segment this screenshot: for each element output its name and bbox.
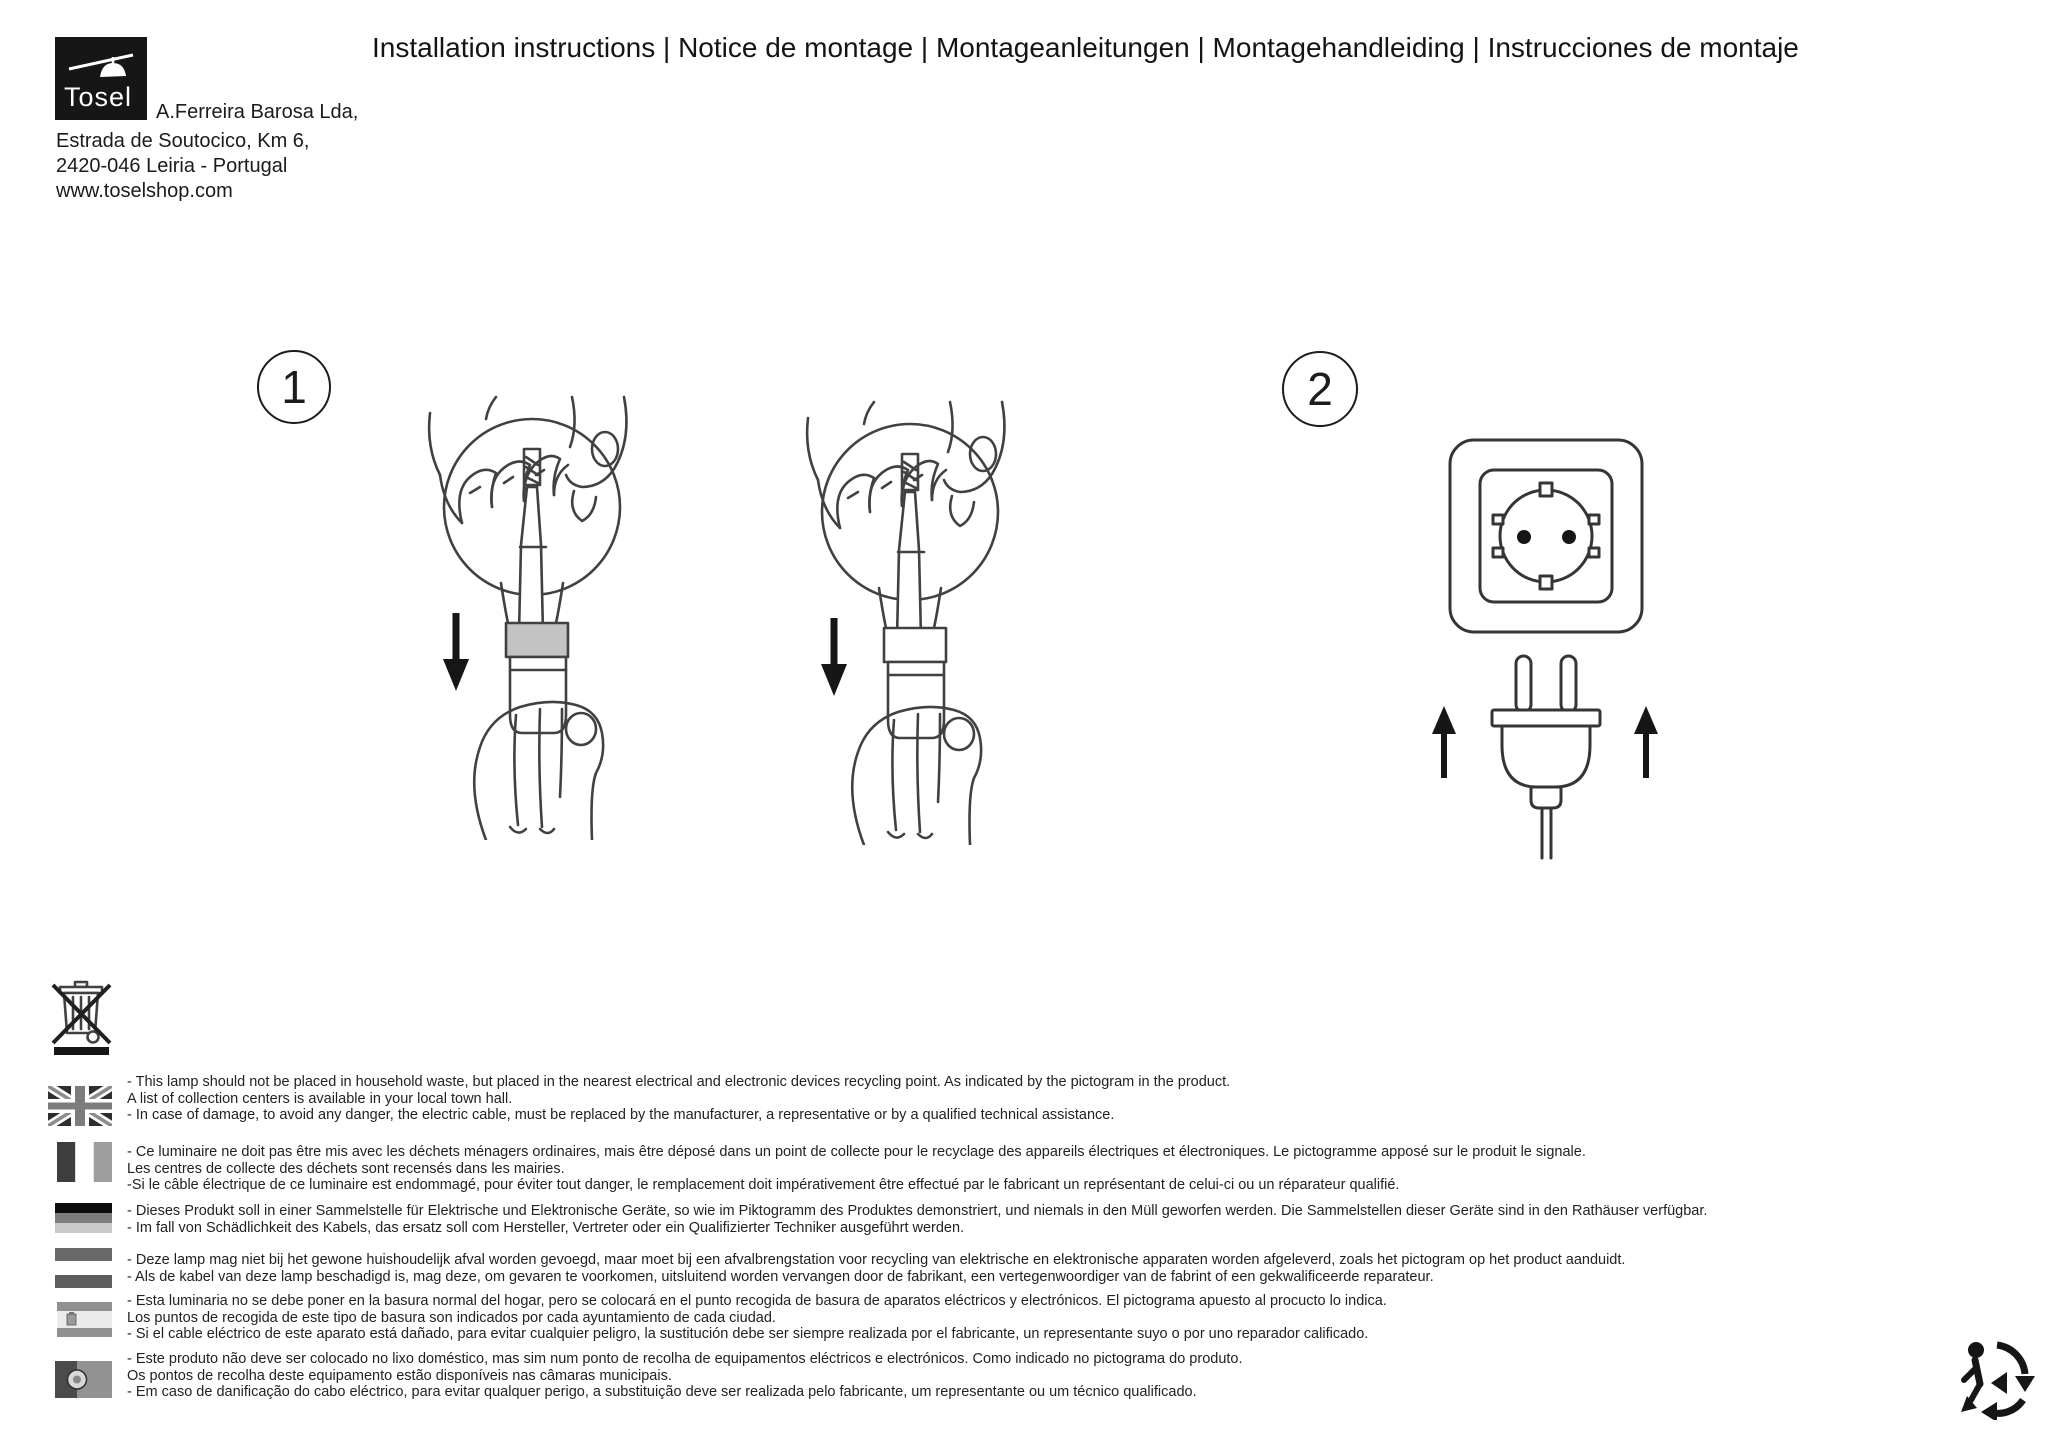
notice-line: - Deze lamp mag niet bij het gewone huishoudelijk afval worden gevoegd, maar moet bij een afvalbrengstation voor recycling van elektrische en elektronische apparaten worden afgeleverd, zoals het pictogram op het product aanduidt.	[127, 1252, 1626, 1268]
notice-block-german	[127, 1203, 1707, 1236]
notice-line: -Si le câble électrique de ce luminaire est endommagé, pour éviter tout danger, le remplacement doit impérativement être effectué par le fabricant un représentant de celui-ci ou un réparateur qualifié.	[127, 1177, 1400, 1194]
notice-block-dutch	[127, 1252, 1625, 1285]
notice-line: - In case of damage, to avoid any danger, the electric cable, must be replaced by the manufacturer, a representative or by a qualified technical assistance.	[127, 1107, 1115, 1124]
notice-line: Les centres de collecte des déchets sont recensés dans les mairies.	[127, 1160, 565, 1177]
bulb-insert-hands-icon	[400, 395, 660, 840]
flag-uk-icon	[48, 1086, 112, 1126]
notice-line: - Ce luminaire ne doit pas être mis avec les déchets ménagers ordinaires, mais être déposé dans un point de collecte pour le recyclage des appareils électriques et électroniques. Le pictogramme apposé sur le produit le signale.	[127, 1144, 1586, 1160]
step-1-badge	[257, 350, 331, 424]
notice-line: Los puntos de recogida de este tipo de basura son indicados por cada ayuntamiento de cada ciudad.	[127, 1309, 776, 1326]
flag-germany-icon	[55, 1203, 112, 1233]
notice-block-english	[127, 1074, 1230, 1124]
plug-icon	[1425, 648, 1665, 863]
notice-line: - Em caso de danificação do cabo eléctrico, para evitar qualquer perigo, a substituição deve ser realizada pelo fabricante, um representante ou um técnico qualificado.	[127, 1384, 1197, 1401]
step-number: 1	[281, 361, 307, 413]
notice-line: - Im fall von Schädlichkeit des Kabels, das ersatz soll com Hersteller, Vertreter oder ein Qualifizierter Techniker ausgeführt werden.	[127, 1219, 965, 1236]
notice-block-spanish	[127, 1293, 1387, 1343]
wall-socket-icon	[1440, 432, 1660, 642]
notice-line: A list of collection centers is available in your local town hall.	[127, 1090, 513, 1107]
address-line: 2420-046 Leiria - Portugal	[56, 155, 288, 177]
tosel-logo	[55, 37, 147, 120]
address-line: A.Ferreira Barosa Lda,	[156, 101, 359, 123]
notice-line: - Si el cable eléctrico de este aparato está dañado, para evitar cualquier peligro, la sustitución debe ser siempre realizada por el fabricante, un representante suyo o por uno reparador calificado.	[127, 1326, 1369, 1343]
notice-line: - Este produto não deve ser colocado no lixo doméstico, mas sim num ponto de recolha de equipamentos eléctricos e electrónicos. Como indicado no pictograma do produto.	[127, 1351, 1243, 1367]
flag-france-icon	[57, 1142, 112, 1182]
flag-portugal-icon	[55, 1361, 112, 1398]
notice-line: Os pontos de recolha deste equipamento estão disponíveis nas câmaras municipais.	[127, 1367, 672, 1384]
notice-block-french	[127, 1144, 1586, 1194]
notice-line: - Als de kabel van deze lamp beschadigd is, mag deze, om gevaren te voorkomen, uitsluitend worden vervangen door de fabrikant, een vertegenwoordiger van de fabrint of een gekwalificeerde reparateur.	[127, 1268, 1434, 1285]
website-url: www.toselshop.com	[56, 180, 233, 202]
notice-line: - Dieses Produkt soll in einer Sammelstelle für Elektrische und Elektronische Geräte, so wie im Piktogramm des Produktes demonstriert, und niemals in den Müll geworfen werden. Die Sammelstellen dieser Geräte sind in den Rathäuser verfügbar.	[127, 1203, 1708, 1219]
step-2-badge	[1282, 351, 1358, 427]
notice-line: - Esta luminaria no se debe poner en la basura normal del hogar, pero se colocará en el punto recogida de basura de aparatos eléctricos y electrónicos. El pictograma apuesto al procucto lo indica.	[127, 1293, 1387, 1309]
bulb-insert-hands-icon	[778, 400, 1038, 845]
weee-crossed-bin-icon	[48, 977, 118, 1059]
notice-block-portuguese	[127, 1351, 1243, 1401]
logo-text: Tosel	[64, 82, 133, 112]
step-number: 2	[1307, 363, 1333, 415]
page-title: Installation instructions | Notice de montage | Montageanleitungen | Montagehandleiding | Instrucciones de montaje	[372, 32, 1799, 63]
notice-line: - This lamp should not be placed in household waste, but placed in the nearest electrical and electronic devices recycling point. As indicated by the pictogram in the product.	[127, 1074, 1231, 1090]
flag-netherlands-icon	[55, 1248, 112, 1288]
triman-recycling-icon	[1955, 1338, 2037, 1420]
flag-spain-icon	[57, 1302, 112, 1337]
address-line: Estrada de Soutocico, Km 6,	[56, 130, 310, 152]
